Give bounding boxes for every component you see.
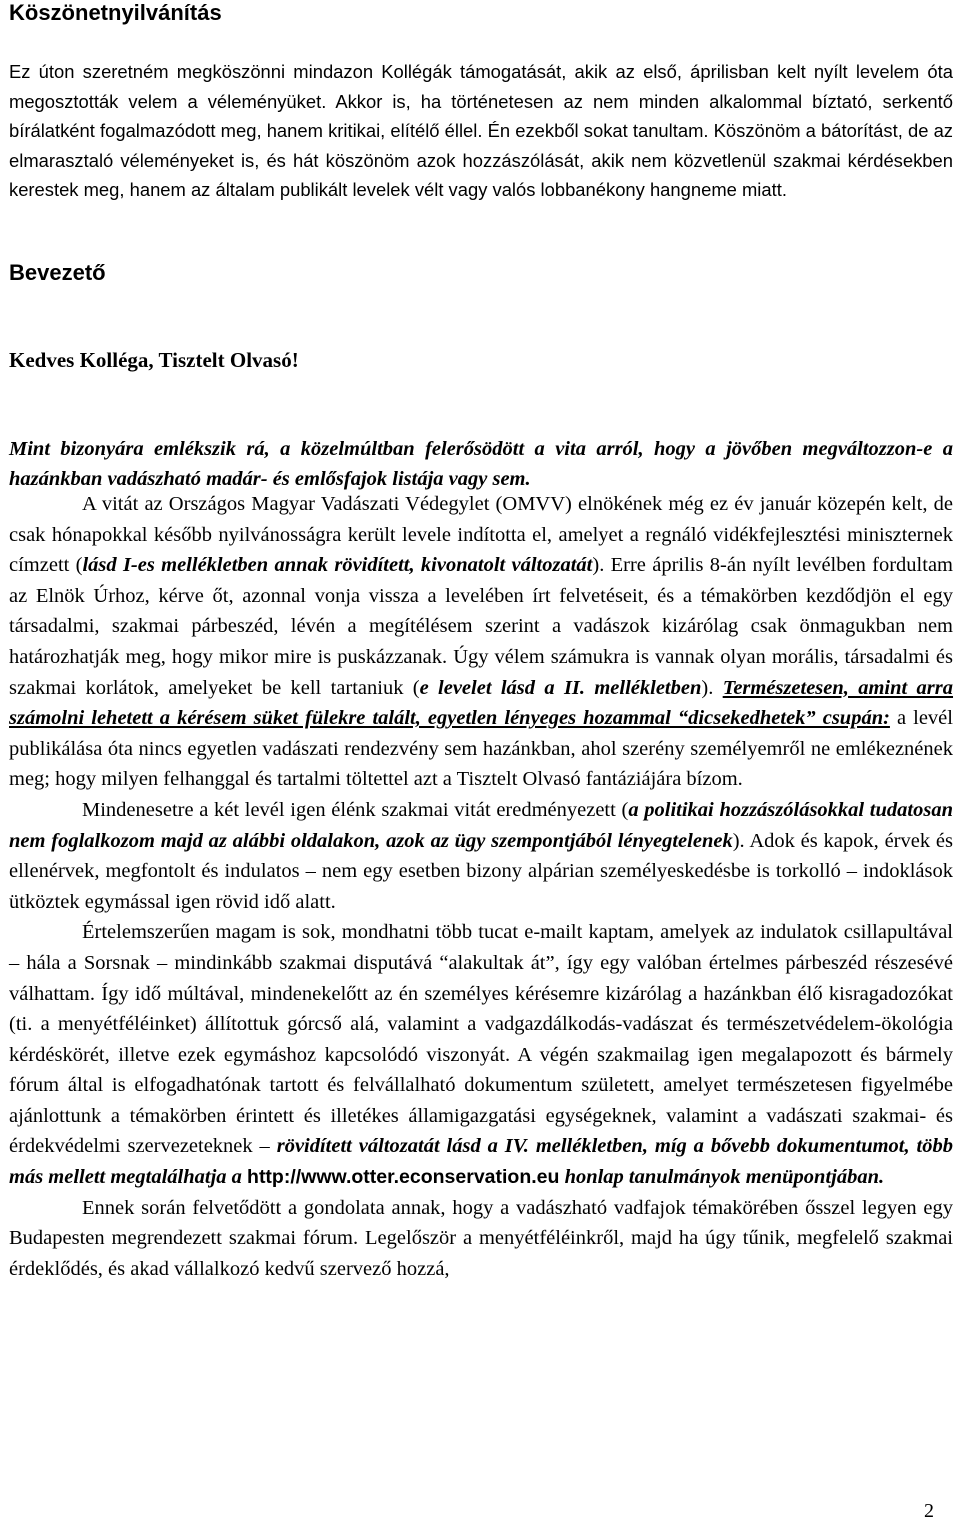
heading-thanks: Köszönetnyilvánítás (9, 0, 222, 25)
paragraph-2: Mindenesetre a két levél igen élénk szakmai vitát eredményezett (a politikai hozzászólásokkal tudatosan nem foglalkozom majd az alábbi oldalakon, azok az ügy szempontjából lényegtelenek). Adok és kapok, érvek és ellenérvek, megfontolt és indulatos – nem egy esetben bizony alpárian személyeskedésbe is torkolló – indoklások ütköztek egymással igen rövid idő alatt. (9, 798, 953, 913)
website-link[interactable]: http://www.otter.econservation.eu (247, 1166, 560, 1189)
paragraph-3: Értelemszerűen magam is sok, mondhatni több tucat e-mailt kaptam, amelyek az indulatok csillapultával – hála a Sorsnak – mindinkább szakmai disputává “alakultak át”, így egy valóban értelmes párbeszéd részesévé válhattam. Így idő múltával, mindenekelőtt az én személyes kérésemre kizárólag a hazánkban élő kisragadozókat (ti. a menyétféléinket) állítottuk górcső alá, valamint a vadgazdálkodás-vadászat és természetvédelem-ökológia kérdéskörét, illetve ezek egymáshoz kapcsolódó viszonyát. A végén szakmailag igen megalapozott és bármely fórum által is elfogadhatónak tartott és felvállalható dokumentum született, amelyet természetesen figyelmébe ajánlottunk a témakörben érintett és illetékes államigazgatási egységeknek, valamint a vadászati szakmai- és érdekvédelmi szervezeteknek – rövidített változatát lásd a IV. mellékletben, míg a bővebb dokumentumot, több más mellett megtalálhatja a http://www.otter.econservation.eu honlap tanulmányok menüpontjában. (9, 921, 953, 1189)
thanks-paragraph: Ez úton szeretném megköszönni mindazon Kollégák támogatását, akik az első, áprilisban kelt nyílt levelem óta megosztották velem a véleményüket. Akkor is, ha történetesen az nem minden alkalommal bíztató, serkentő bírálatként fogalmazódott meg, hanem kritikai, elítélő éllel. Én ezekből sokat tanultam. Köszönöm a bátorítást, de az elmarasztaló véleményeket is, és hát köszönöm azok hozzászólását, akik nem közvetlenül szakmai kérdésekben kerestek meg, hanem az általam publikált levelek vélt vagy valós lobbanékony hangneme miatt. (9, 61, 953, 200)
page-number: 2 (924, 1500, 934, 1522)
heading-intro: Bevezető (9, 260, 106, 285)
intro-italic: Mint bizonyára emlékszik rá, a közelmúltban felerősödött a vita arról, hogy a jövőben megváltozzon-e a hazánkban vadászható madár- és emlősfajok listája vagy sem. (9, 438, 953, 490)
paragraph-1: A vitát az Országos Magyar Vadászati Védegylet (OMVV) elnökének még ez év január közepén kelt, de csak hónapokkal később nyilvánosságra került levele indította el, amelyet a regnáló vidékfejlesztési miniszternek címzett (lásd I-es mellékletben annak rövidített, kivonatolt változatát). Erre április 8-án nyílt levélben fordultam az Elnök Úrhoz, kérve őt, azonnal vonja vissza a levelében írt felvetéseit, és a témakörben kezdődjön el egy társadalmi, szakmai párbeszéd, lévén a megítélésem szerint a vadászok kizárólag csak önmagukban nem határozhatják meg, hogy mikor mire is puskázzanak. Úgy vélem számukra is vannak olyan morális, társadalmi és szakmai korlátok, amelyeket be kell tartaniuk (e levelet lásd a II. mellékletben). Természetesen, amint arra számolni lehetett a kérésem süket fülekre talált, egyetlen lényeges hozammal “dicsekedhetek” csupán: a levél publikálása óta nincs egyetlen vadászati rendezvény sem hazánkban, ahol szerény személyemről ne emlékeznének meg; hogy milyen felhanggal és tartalmi töltettel azt a Tisztelt Olvasó fantáziájára bízom. (9, 493, 954, 791)
paragraph-4: Ennek során felvetődött a gondolata annak, hogy a vadászható vadfajok témakörében ősszel legyen egy Budapesten megrendezett szakmai fórum. Legelőször a menyétféléinkről, majd ha úgy tűnik, megfelelő szakmai érdeklődés, és akad vállalkozó kedvű szervező hozzá, (9, 1196, 953, 1280)
greeting: Kedves Kolléga, Tisztelt Olvasó! (9, 348, 299, 372)
body-text (9, 489, 953, 1284)
